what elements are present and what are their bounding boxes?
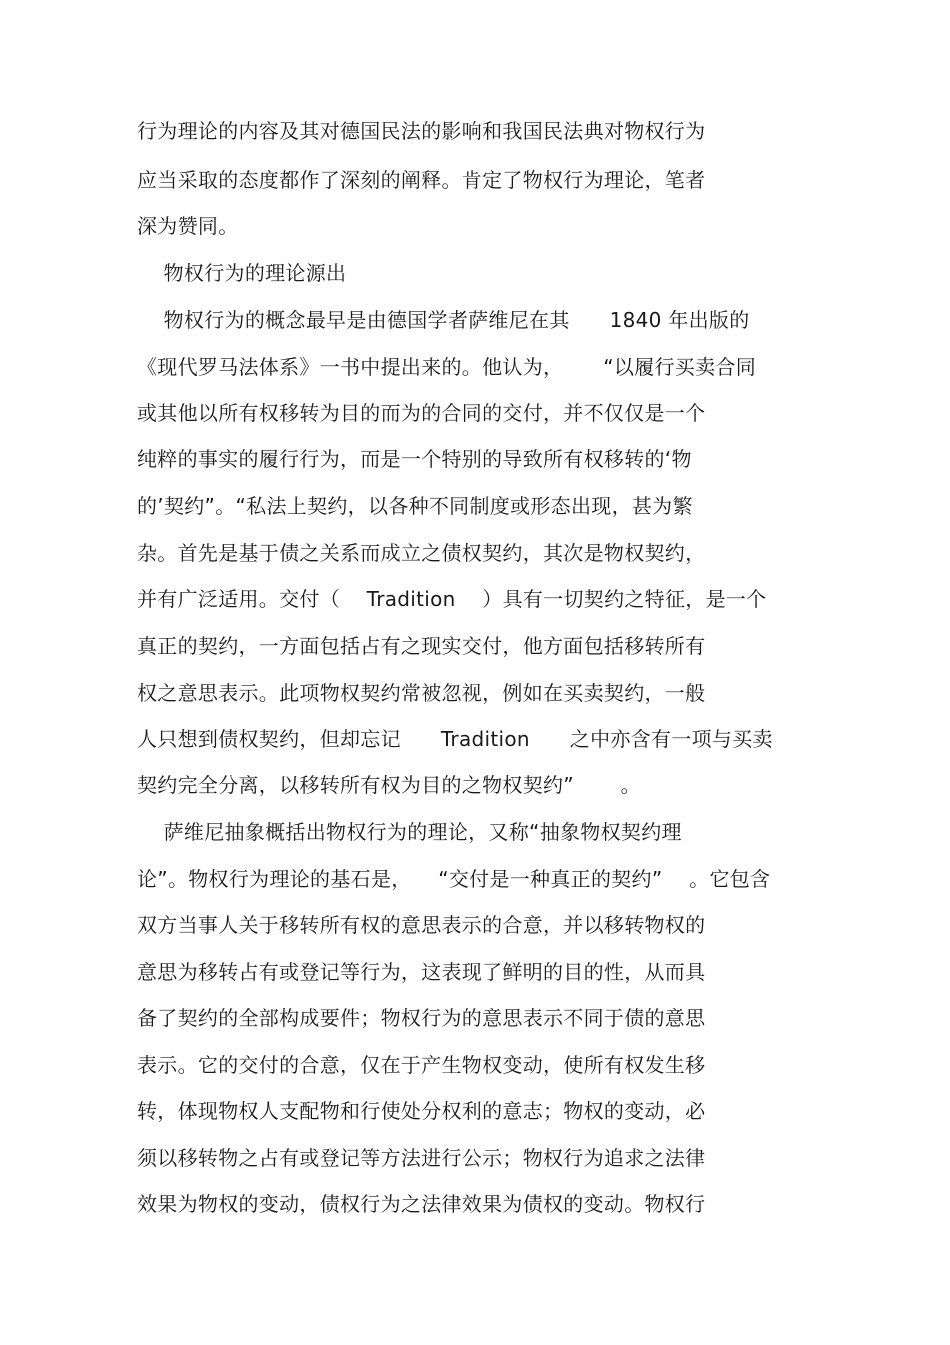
text-line: 契约完全分离，以移转所有权为目的之物权契约” 。 bbox=[137, 773, 641, 797]
text-line: 深为赞同。 bbox=[137, 214, 239, 238]
text-line: 应当采取的态度都作了深刻的阐释。肯定了物权行为理论，笔者 bbox=[137, 168, 706, 192]
text-line: 表示。它的交付的合意，仅在于产生物权变动，使所有权发生移 bbox=[137, 1053, 706, 1077]
text-line: 或其他以所有权移转为目的而为的合同的交付，并不仅仅是一个 bbox=[137, 401, 706, 425]
text-line: 物权行为的概念最早是由德国学者萨维尼在其 1840 年出版的 bbox=[137, 308, 750, 332]
text-line: 萨维尼抽象概括出物权行为的理论，又称“抽象物权契约理 bbox=[137, 820, 682, 844]
text-line: 论”。物权行为理论的基石是， “交付是一种真正的契约” 。它包含 bbox=[137, 867, 771, 891]
text-line: 备了契约的全部构成要件；物权行为的意思表示不同于债的意思 bbox=[137, 1006, 706, 1030]
text-line: 纯粹的事实的履行行为，而是一个特别的导致所有权移转的‘物 bbox=[137, 447, 692, 471]
text-line: 人只想到债权契约，但却忘记 Tradition 之中亦含有一项与买卖 bbox=[137, 727, 773, 751]
text-line: 权之意思表示。此项物权契约常被忽视，例如在买卖契约，一般 bbox=[137, 681, 706, 705]
text-line: 真正的契约，一方面包括占有之现实交付，他方面包括移转所有 bbox=[137, 634, 706, 658]
text-line: 意思为移转占有或登记等行为，这表现了鲜明的目的性，从而具 bbox=[137, 960, 706, 984]
text-line: 转，体现物权人支配物和行使处分权利的意志；物权的变动，必 bbox=[137, 1099, 706, 1123]
text-line: 并有广泛适用。交付（ Tradition ）具有一切契约之特征，是一个 bbox=[137, 587, 767, 611]
text-line: 行为理论的内容及其对德国民法的影响和我国民法典对物权行为 bbox=[137, 119, 706, 143]
text-line: 双方当事人关于移转所有权的意思表示的合意，并以移转物权的 bbox=[137, 913, 706, 937]
text-line: 杂。首先是基于债之关系而成立之债权契约，其次是物权契约， bbox=[137, 541, 706, 565]
text-line: 的’契约”。“私法上契约，以各种不同制度或形态出现，甚为繁 bbox=[137, 494, 693, 518]
text-line: 须以移转物之占有或登记等方法进行公示；物权行为追求之法律 bbox=[137, 1146, 706, 1170]
section-heading: 物权行为的理论源出 bbox=[137, 261, 347, 285]
text-line: 效果为物权的变动，债权行为之法律效果为债权的变动。物权行 bbox=[137, 1192, 706, 1216]
text-line: 《现代罗马法体系》一书中提出来的。他认为， “以履行买卖合同 bbox=[137, 355, 757, 379]
